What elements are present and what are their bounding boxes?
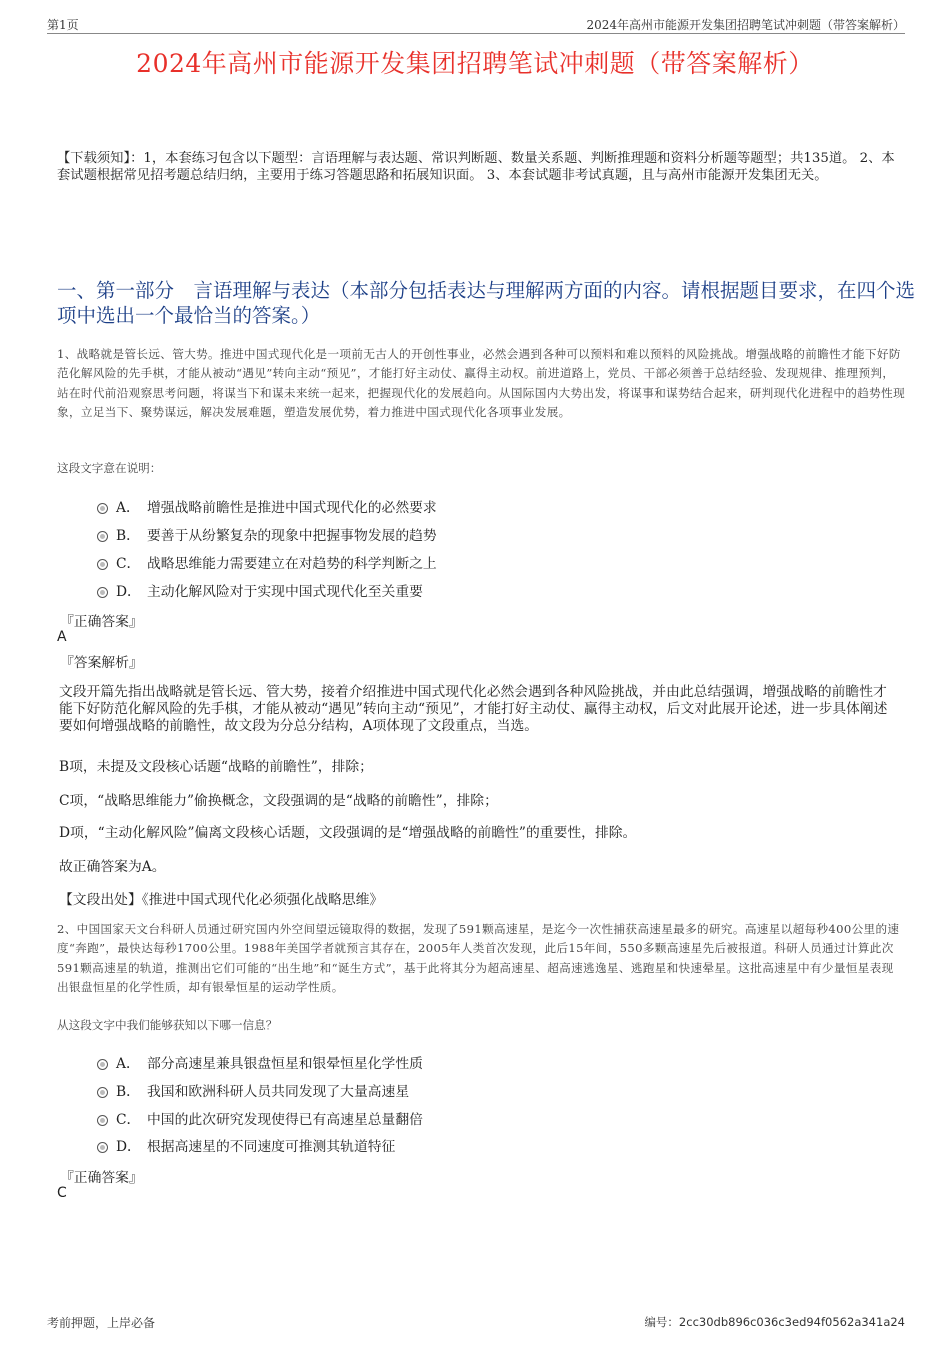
q1-analysis-c: C项，“战略思维能力”偷换概念，文段强调的是“战略的前瞻性”，排除； [59,793,498,809]
header-divider [47,33,905,34]
option-letter: C． [116,556,141,572]
q2-prompt: 从这段文字中我们能够获知以下哪一信息？ [57,1018,278,1032]
option-text: 要善于从纷繁复杂的现象中把握事物发展的趋势 [147,528,437,544]
q2-option-b[interactable] [97,1080,409,1100]
radio-icon[interactable] [97,1087,108,1098]
option-text: 战略思维能力需要建立在对趋势的科学判断之上 [147,556,437,572]
download-notice: 【下载须知】：1，本套练习包含以下题型：言语理解与表达题、常识判断题、数量关系题、判断推理题和资料分析题等题型；共135道。 2、本套试题根据常见招考题总结归纳，主要用于练习答题思路和拓展知识面。 3、本套试题非考试真题，且与高州市能源开发集团无关。 [57,151,895,183]
q1-analysis: 文段开篇先指出战略就是管长远、管大势，接着介绍推进中国式现代化必然会遇到各种风险挑战，并由此总结强调，增强战略的前瞻性才能下好防范化解风险的先手棋，才能从被动“遇见”转向主动“预见”，才能打好主动仗、赢得主动权，后文对此展开论述，进一步具体阐述要如何增强战略的前瞻性，故文段为分总分结构，A项体现了文段重点，当选。 [59,684,888,734]
radio-icon[interactable] [97,1115,108,1126]
q1-prompt: 这段文字意在说明： [57,461,162,475]
q1-option-c[interactable] [97,552,437,572]
option-letter: D． [116,584,141,600]
radio-icon[interactable] [97,503,108,514]
option-letter: D． [116,1139,141,1155]
option-letter: B． [116,1084,140,1100]
q2-option-a[interactable] [97,1052,423,1072]
option-letter: C． [116,1112,141,1128]
option-text: 主动化解风险对于实现中国式现代化至关重要 [147,584,423,600]
q2-stem: 2、中国国家天文台科研人员通过研究国内外空间望远镜取得的数据，发现了591颗高速星，是迄今一次性捕获高速星最多的研究。高速星以超每秒400公里的速度“奔跑”，最快达每秒1700公里。1988年美国学者就预言其存在，2005年人类首次发现，此后15年间，550多颗高速星先后被报道。科研人员通过计算此次591颗高速星的轨道，推测出它们可能的“出生地”和“诞生方式”，基于此将其分为超高速星、超高速逃逸星、逃跑星和快速晕星。这批高速星中有少量恒星表现出银盘恒星的化学性质，却有银晕恒星的运动学性质。 [57,922,900,994]
q1-stem: 1、战略就是管长远、管大势。推进中国式现代化是一项前无古人的开创性事业，必然会遇到各种可以预料和难以预料的风险挑战。增强战略的前瞻性才能下好防范化解风险的先手棋，才能从被动“遇见”转向主动“预见”，才能打好主动仗、赢得主动权。前进道路上，党员、干部必须善于总结经验、发现规律、推理预判，站在时代前沿观察思考问题，将谋当下和谋未来统一起来，把握现代化的发展趋向。从国际国内大势出发，将谋事和谋势结合起来，研判现代化进程中的趋势性现象，立足当下、聚势谋远，解决发展难题，塑造发展优势，着力推进中国式现代化各项事业发展。 [57,347,906,419]
page-title: 2024年高州市能源开发集团招聘笔试冲刺题（带答案解析） [136,49,814,78]
q1-option-d[interactable] [97,580,423,600]
q2-answer-label: 『正确答案』 [60,1170,143,1186]
q1-analysis-d: D项，“主动化解风险”偏离文段核心话题，文段强调的是“增强战略的前瞻性”的重要性，排除。 [59,825,637,841]
option-letter: A． [116,1056,140,1072]
option-text: 部分高速星兼具银盘恒星和银晕恒星化学性质 [147,1056,423,1072]
header-doc-title: 2024年高州市能源开发集团招聘笔试冲刺题（带答案解析） [586,18,905,32]
radio-icon[interactable] [97,587,108,598]
q2-answer: C [57,1185,67,1201]
option-letter: A． [116,500,140,516]
footer-slogan: 考前押题，上岸必备 [47,1316,156,1330]
radio-icon[interactable] [97,1059,108,1070]
option-letter: B． [116,528,140,544]
q1-conclusion: 故正确答案为A。 [59,859,166,875]
section-heading: 一、第一部分 言语理解与表达（本部分包括表达与理解两方面的内容。请根据题目要求，在四个选项中选出一个最恰当的答案。） [57,279,916,327]
q2-option-c[interactable] [97,1108,423,1128]
option-text: 增强战略前瞻性是推进中国式现代化的必然要求 [147,500,437,516]
q1-source: 【文段出处】《推进中国式现代化必须强化战略思维》 [59,892,384,908]
q1-option-a[interactable] [97,496,437,516]
option-text: 根据高速星的不同速度可推测其轨道特征 [147,1139,396,1155]
footer-doc-id: 编号：2cc30db896c036c3ed94f0562a341a24 [644,1315,905,1329]
q1-analysis-label: 『答案解析』 [60,655,143,671]
option-text: 我国和欧洲科研人员共同发现了大量高速星 [147,1084,410,1100]
page-number: 第1页 [47,18,79,32]
option-text: 中国的此次研究发现使得已有高速星总量翻倍 [147,1112,423,1128]
q2-option-d[interactable] [97,1135,395,1155]
radio-icon[interactable] [97,559,108,570]
q1-option-b[interactable] [97,524,437,544]
radio-icon[interactable] [97,531,108,542]
q1-answer-label: 『正确答案』 [60,614,143,630]
q1-answer: A [57,629,67,645]
q1-analysis-b: B项，未提及文段核心话题“战略的前瞻性”，排除； [59,759,373,775]
radio-icon[interactable] [97,1142,108,1153]
